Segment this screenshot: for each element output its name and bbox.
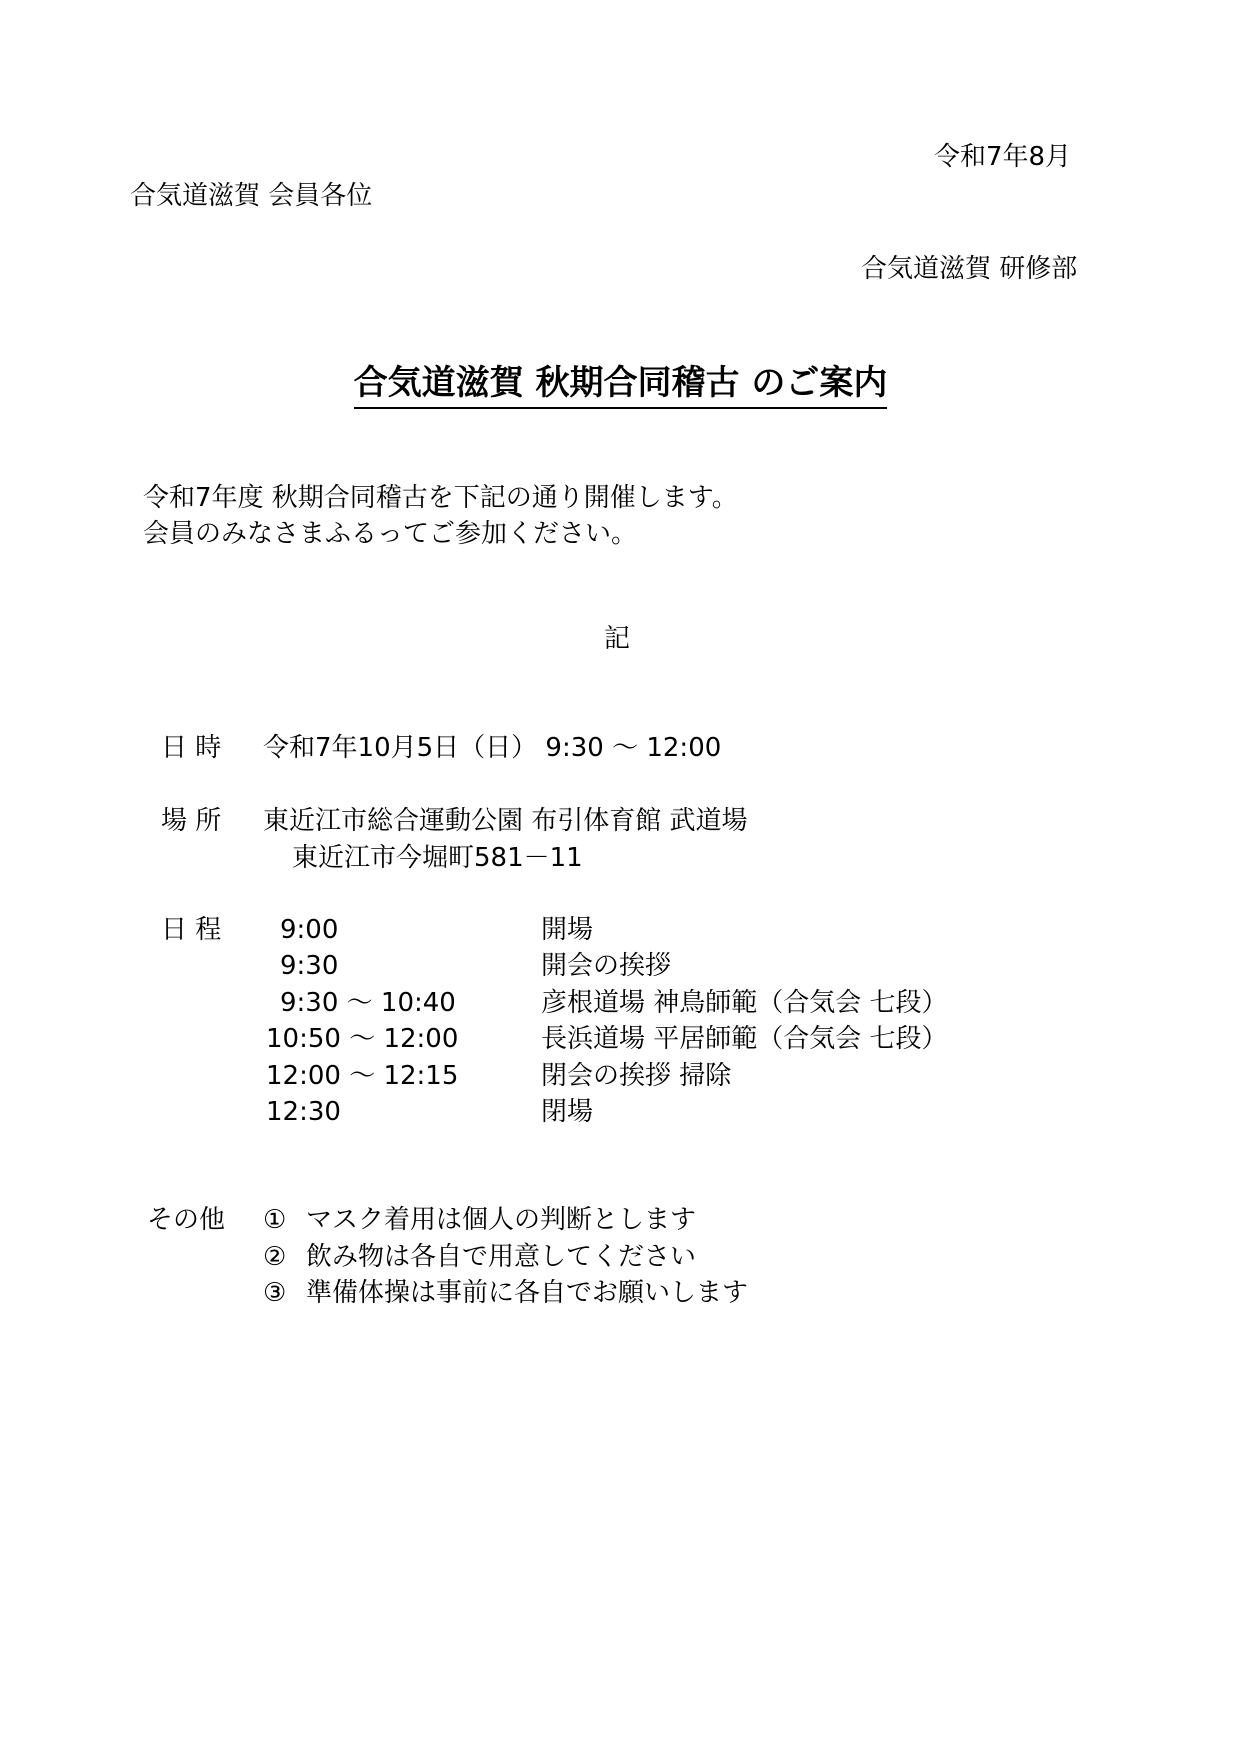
venue-address: 東近江市今堀町581－11 — [292, 843, 583, 873]
other-label: その他 — [147, 1205, 226, 1235]
schedule-label: 日 程 — [161, 915, 222, 945]
schedule-event: 彦根道場 神鳥師範（合気会 七段） — [541, 988, 948, 1018]
venue-label: 場 所 — [161, 806, 222, 836]
venue-name: 東近江市総合運動公園 布引体育館 武道場 — [263, 806, 748, 836]
sender: 合気道滋賀 研修部 — [861, 254, 1078, 284]
schedule-event: 閉会の挨拶 掃除 — [541, 1061, 732, 1091]
schedule-time: 10:50 ～ 12:00 — [266, 1024, 459, 1054]
schedule-time: 9:30 — [280, 951, 339, 981]
schedule-event: 閉場 — [541, 1097, 594, 1127]
document-date: 令和7年8月 — [934, 142, 1072, 172]
page-title: 合気道滋賀 秋期合同稽古 のご案内 — [354, 363, 888, 409]
schedule-event: 開場 — [541, 915, 594, 945]
schedule-time: 12:30 — [266, 1097, 341, 1127]
other-item-text: 飲み物は各自で用意してください — [306, 1242, 697, 1272]
other-item-number: ① — [263, 1205, 287, 1235]
intro-line-2: 会員のみなさまふるってご参加ください。 — [143, 519, 638, 549]
intro-line-1: 令和7年度 秋期合同稽古を下記の通り開催します。 — [143, 483, 738, 513]
other-item-text: マスク着用は個人の判断とします — [306, 1205, 697, 1235]
schedule-time: 12:00 ～ 12:15 — [266, 1061, 459, 1091]
other-item-number: ③ — [263, 1278, 287, 1308]
recipient: 合気道滋賀 会員各位 — [130, 181, 373, 211]
datetime-value: 令和7年10月5日（日） 9:30 ～ 12:00 — [263, 733, 722, 763]
schedule-event: 開会の挨拶 — [541, 951, 672, 981]
schedule-time: 9:30 ～ 10:40 — [280, 988, 456, 1018]
schedule-event: 長浜道場 平居師範（合気会 七段） — [541, 1024, 948, 1054]
schedule-time: 9:00 — [280, 915, 339, 945]
other-item-number: ② — [263, 1242, 287, 1272]
datetime-label: 日 時 — [161, 733, 222, 763]
ki-marker: 記 — [604, 624, 631, 654]
other-item-text: 準備体操は事前に各自でお願いします — [306, 1278, 749, 1308]
